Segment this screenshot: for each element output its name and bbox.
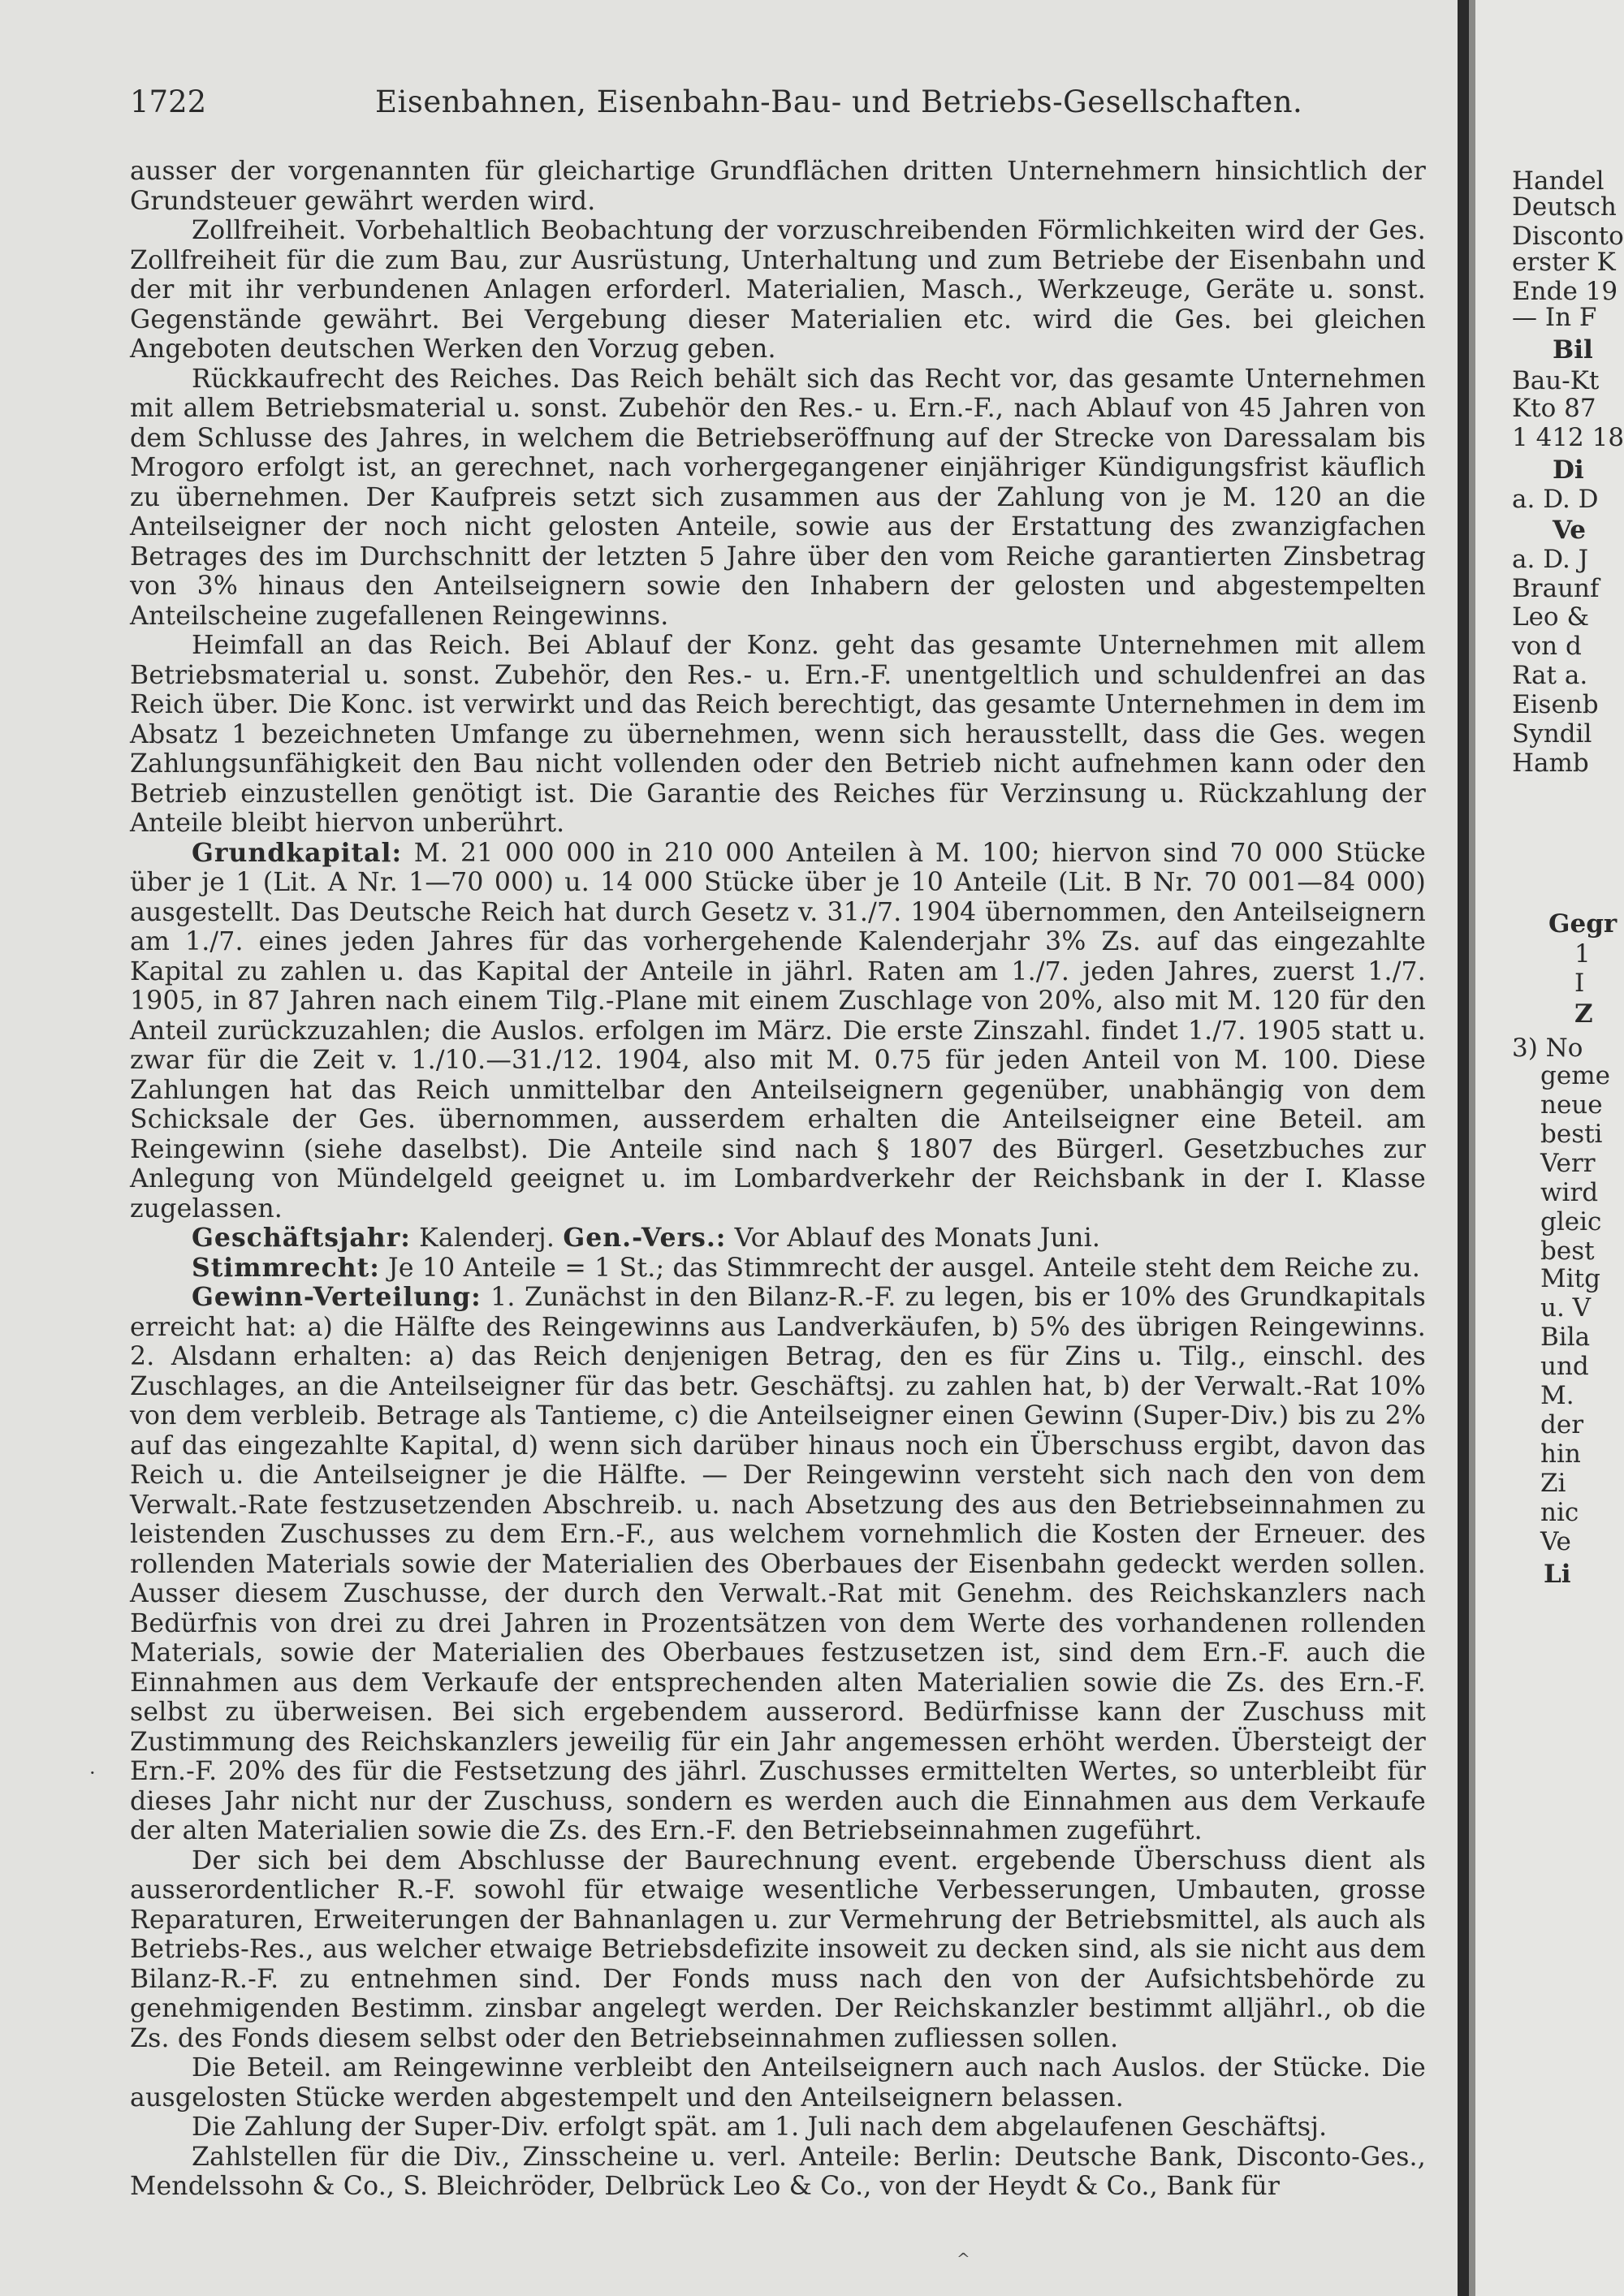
adjacent-column-fragment: Syndil bbox=[1512, 719, 1592, 749]
adjacent-column-fragment: Rat a. bbox=[1512, 661, 1588, 690]
adjacent-column-fragment: Handel bbox=[1512, 166, 1605, 196]
paragraph bbox=[130, 157, 1426, 216]
adjacent-column-fragment: 1 412 18 bbox=[1512, 423, 1624, 452]
paragraph bbox=[130, 1846, 1426, 2054]
adjacent-column-fragment: neue bbox=[1540, 1090, 1603, 1120]
adjacent-column-fragment: erster K bbox=[1512, 248, 1616, 277]
page-header bbox=[130, 78, 1429, 127]
section-heading: Geschäftsjahr: bbox=[192, 1223, 411, 1253]
adjacent-page-column bbox=[1475, 0, 1624, 2296]
paragraph-text: Zollfreiheit. Vorbehaltlich Beobachtung der vorzuschreibenden Förmlichkeiten wird der Ges. Zollfreiheit für die zum Bau, zur Ausrüstung, Unterhaltung und zum Betriebe der Eisenbahn und der mit ihr verbundenen Anlagen erforderl. Materialien, Masch., Werkzeuge, Geräte u. sonst. Gegenstände gewährt. Bei Vergebung dieser Materialien etc. wird die Ges. bei gleichen Angeboten deutschen Werken den Vorzug geben. bbox=[130, 216, 1426, 364]
adjacent-column-fragment: a. D. D bbox=[1512, 485, 1599, 514]
paragraph bbox=[130, 2143, 1426, 2202]
adjacent-column-fragment: 1 bbox=[1574, 939, 1591, 969]
paragraph-text: Die Beteil. am Reingewinne verbleibt den Anteilseignern auch nach Auslos. der Stücke. Die ausgelosten Stücke werden abgestempelt und den Anteilseignern belassen. bbox=[130, 2053, 1426, 2113]
adjacent-column-fragment: I bbox=[1574, 969, 1585, 998]
adjacent-column-fragment: Bau-Kt bbox=[1512, 366, 1600, 395]
adjacent-column-fragment: Di bbox=[1553, 455, 1584, 485]
section-heading: Gen.-Vers.: bbox=[563, 1223, 727, 1253]
adjacent-column-fragment: Disconto bbox=[1512, 222, 1624, 251]
paragraph-text: Kalenderj. bbox=[410, 1224, 564, 1253]
adjacent-column-fragment: Hamb bbox=[1512, 749, 1589, 778]
paragraph-text: Der sich bei dem Abschlusse der Baurechnung event. ergebende Überschuss dient als ausserordentlicher R.-F. sowohl für etwaige wesentliche Verbesserungen, Umbauten, grosse Reparaturen, Erweiterungen der Bahnanlagen u. zur Vermehrung der Betriebsmittel, als auch als Betriebs-Res., aus welcher etwaige Betriebsdefizite insoweit zu decken sind, als sie nicht aus dem Bilanz-R.-F. zu entnehmen sind. Der Fonds muss nach den von der Aufsichtsbehörde zu genehmigenden Bestimm. zinsbar angelegt werden. Der Reichskanzler bestimmt alljährl., ob die Zs. des Fonds diesem selbst oder den Betriebseinnahmen zufliessen sollen. bbox=[130, 1845, 1426, 2053]
adjacent-column-fragment: geme bbox=[1540, 1061, 1610, 1090]
adjacent-column-fragment: 3) No bbox=[1512, 1034, 1583, 1063]
adjacent-column-fragment: der bbox=[1540, 1410, 1584, 1439]
paragraph-text: M. 21 000 000 in 210 000 Anteilen à M. 100; hiervon sind 70 000 Stücke über je 1 (Lit. A Nr. 1—70 000) u. 14 000 Stücke über je 10 Anteile (Lit. B Nr. 70 001—84 000) ausgestellt. Das Deutsche Reich hat durch Gesetz v. 31./7. 1904 übernommen, den Anteilseignern am 1./7. eines jeden Jahres für das vorhergehende Kalenderjahr 3% Zs. auf das eingezahlte Kapital zu zahlen u. das Kapital der Anteile in jährl. Raten am 1./7. jeden Jahres, zuerst 1./7. 1905, in 87 Jahren nach einem Tilg.-Plane mit einem Zuschlage von 20%, also mit M. 120 für den Anteil zurückzuzahlen; die Auslos. erfolgen im März. Die erste Zinszahl. findet 1./7. 1905 statt u. zwar für die Zeit v. 1./10.—31./12. 1904, also mit M. 0.75 für jeden Anteil von M. 100. Diese Zahlungen hat das Reich unmittelbar den Anteilseignern gegenüber, unabhängig von dem Schicksale der Ges. übernommen, ausserdem erhalten die Anteilseigner eine Beteil. am Reingewinn (siehe daselbst). Die Anteile sind nach § 1807 des Bürgerl. Gesetzbuches zur Anlegung von Mündelgeld geeignet u. im Lombardverkehr der Reichsbank in der I. Klasse zugelassen. bbox=[130, 838, 1426, 1224]
adjacent-column-fragment: Zi bbox=[1540, 1469, 1566, 1498]
binding-shadow bbox=[1469, 0, 1475, 2296]
adjacent-column-fragment: Bil bbox=[1553, 335, 1593, 365]
binding-gutter bbox=[1458, 0, 1469, 2296]
adjacent-column-fragment: u. V bbox=[1540, 1293, 1592, 1323]
adjacent-column-fragment: und bbox=[1540, 1352, 1589, 1381]
paragraph-text: Die Zahlung der Super-Div. erfolgt spät. am 1. Juli nach dem abgelaufenen Geschäftsj. bbox=[192, 2113, 1328, 2142]
adjacent-column-fragment: Deutsch bbox=[1512, 192, 1617, 222]
adjacent-column-fragment: von d bbox=[1512, 632, 1582, 661]
paragraph-text: Heimfall an das Reich. Bei Ablauf der Konz. geht das gesamte Unternehmen mit allem Betriebsmaterial u. sonst. Zubehör, den Res.- u. Ern.-F. unentgeltlich und schuldenfrei an das Reich über. Die Konc. ist verwirkt und das Reich berechtigt, das gesamte Unternehmen in dem im Absatz 1 bezeichneten Umfange zu übernehmen, wenn sich herausstellt, dass die Ges. wegen Zahlungsunfähigkeit den Bau nicht vollenden oder den Betrieb nicht aufnehmen kann oder den Betrieb einzustellen genötigt ist. Die Garantie des Reiches für Verzinsung u. Rückzahlung der Anteile bleibt hiervon unberührt. bbox=[130, 631, 1426, 838]
adjacent-column-fragment: hin bbox=[1540, 1439, 1581, 1469]
main-text-column bbox=[130, 157, 1426, 2202]
paragraph-text: Je 10 Anteile = 1 St.; das Stimmrecht der ausgel. Anteile steht dem Reiche zu. bbox=[379, 1253, 1421, 1283]
adjacent-column-fragment: Ende 19 bbox=[1512, 277, 1618, 306]
adjacent-column-fragment: M. bbox=[1540, 1381, 1574, 1410]
adjacent-column-fragment: Mitg bbox=[1540, 1264, 1600, 1293]
page-number: 1722 bbox=[130, 84, 207, 119]
paragraph-text: Rückkaufrecht des Reiches. Das Reich behält sich das Recht vor, das gesamte Unternehmen mit allem Betriebsmaterial u. sonst. Zubehör den Res.- u. Ern.-F., nach Ablauf von 45 Jahren von dem Schlusse des Jahres, in welchem die Betriebseröffnung auf der Strecke von Daressalam bis Mrogoro erfolgt ist, an gerechnet, nach vorhergegangener einjähriger Kündigungsfrist käuflich zu übernehmen. Der Kaufpreis setzt sich zusammen aus der Zahlung von je M. 120 an die Anteilseigner der noch nicht gelosten Anteile, sowie aus der Erstattung des zwanzigfachen Betrages des im Durchschnitt der letzten 5 Jahre über den vom Reiche garantierten Zinsbetrag von 3% hinaus den Anteilseignern sowie den Inhabern der gelosten und abgestempelten Anteilscheine zugefallenen Reingewinns. bbox=[130, 364, 1426, 631]
paragraph-text: Zahlstellen für die Div., Zinsscheine u. verl. Anteile: Berlin: Deutsche Bank, Disconto-Ges., Mendelssohn & Co., S. Bleichröder, Delbrück Leo & Co., von der Heydt & Co., Bank für bbox=[130, 2142, 1426, 2201]
adjacent-column-fragment: Leo & bbox=[1512, 602, 1590, 632]
adjacent-column-fragment: Ve bbox=[1553, 516, 1586, 545]
adjacent-column-fragment: Ve bbox=[1540, 1527, 1571, 1556]
adjacent-column-fragment: Bila bbox=[1540, 1323, 1591, 1352]
adjacent-column-fragment: nic bbox=[1540, 1498, 1579, 1527]
adjacent-column-fragment: Kto 87 bbox=[1512, 394, 1596, 423]
paragraph-text: ausser der vorgenannten für gleichartige Grundflächen dritten Unternehmern hinsichtlich der Grundsteuer gewährt werden wird. bbox=[130, 157, 1426, 216]
section-heading: Stimmrecht: bbox=[192, 1252, 380, 1283]
paragraph-text: 1. Zunächst in den Bilanz-R.-F. zu legen, bis er 10% des Grundkapitals erreicht hat: a) die Hälfte des Reingewinns aus Landverkäufen, b) 5% des übrigen Reingewinns. 2. Alsdann erhalten: a) das Reich denjenigen Betrag, den es für Zins u. Tilg., einschl. des Zuschlages, an die Anteilseigner für das betr. Geschäftsj. zu zahlen hat, b) der Verwalt.-Rat 10% von dem verbleib. Betrage als Tantieme, c) die Anteilseigner einen Gewinn (Super-Div.) bis zu 2% auf das eingezahlte Kapital, d) wenn sich darüber hinaus noch ein Überschuss ergibt, davon das Reich u. die Anteilseigner je die Hälfte. — Der Reingewinn versteht sich nach den von dem Verwalt.-Rate festzusetzenden Abschreib. u. nach Absetzung des aus den Betriebseinnahmen zu leistenden Zuschusses zu dem Ern.-F., aus welchem vornehmlich die Kosten der Erneuer. des rollenden Materials sowie der Materialien des Oberbaues der Eisenbahn gedeckt werden sollen. Ausser diesem Zuschusse, der durch den Verwalt.-Rat mit Genehm. des Reichskanzlers nach Bedürfnis von drei zu drei Jahren in Prozentsätzen von dem Werte des vorhandenen rollenden Materials, sowie der Materialien des Oberbaues festzusetzen ist, sind dem Ern.-F. auch die Einnahmen aus dem Verkaufe der entsprechenden alten Materialien sowie die Zs. des Ern.-F. selbst zu überweisen. Bei sich ergebendem ausserord. Bedürfnisse kann der Zuschuss mit Zustimmung des Reichskanzlers jeweilig für ein Jahr angemessen erhöht werden. Übersteigt der Ern.-F. 20% des für die Festsetzung des jährl. Zuschusses ermittelten Wertes, so unterbleibt für dieses Jahr nicht nur der Zuschuss, sondern es werden auch die Einnahmen aus dem Verkaufe der alten Materialien sowie die Zs. des Ern.-F. den Betriebseinnahmen zugeführt. bbox=[130, 1283, 1426, 1845]
section-heading: Grundkapital: bbox=[192, 837, 403, 868]
adjacent-column-fragment: — In F bbox=[1512, 303, 1597, 332]
paragraph bbox=[130, 839, 1426, 1224]
adjacent-column-fragment: wird bbox=[1540, 1178, 1599, 1207]
paragraph bbox=[130, 216, 1426, 365]
adjacent-column-fragment: Gegr bbox=[1548, 909, 1618, 939]
adjacent-column-fragment: gleic bbox=[1540, 1207, 1602, 1236]
foot-mark: ^ bbox=[957, 2249, 970, 2268]
adjacent-column-fragment: Li bbox=[1544, 1560, 1571, 1589]
adjacent-column-fragment: a. D. J bbox=[1512, 545, 1589, 574]
paragraph bbox=[130, 365, 1426, 632]
paragraph bbox=[130, 1254, 1426, 1284]
paragraph-text: Vor Ablauf des Monats Juni. bbox=[726, 1224, 1101, 1253]
adjacent-column-fragment: besti bbox=[1540, 1120, 1603, 1149]
running-title: Eisenbahnen, Eisenbahn-Bau- und Betriebs-Gesellschaften. bbox=[375, 84, 1303, 119]
adjacent-column-fragment: Verr bbox=[1540, 1149, 1596, 1178]
adjacent-column-fragment: Eisenb bbox=[1512, 690, 1599, 719]
paragraph bbox=[130, 631, 1426, 839]
margin-mark: · bbox=[89, 1762, 96, 1785]
adjacent-column-fragment: Braunf bbox=[1512, 574, 1600, 603]
adjacent-column-fragment: best bbox=[1540, 1236, 1595, 1266]
paragraph bbox=[130, 2113, 1426, 2143]
paragraph bbox=[130, 1224, 1426, 1254]
paragraph bbox=[130, 2053, 1426, 2113]
section-heading: Gewinn-Verteilung: bbox=[192, 1282, 482, 1312]
paragraph bbox=[130, 1283, 1426, 1846]
adjacent-column-fragment: Z bbox=[1574, 999, 1593, 1029]
